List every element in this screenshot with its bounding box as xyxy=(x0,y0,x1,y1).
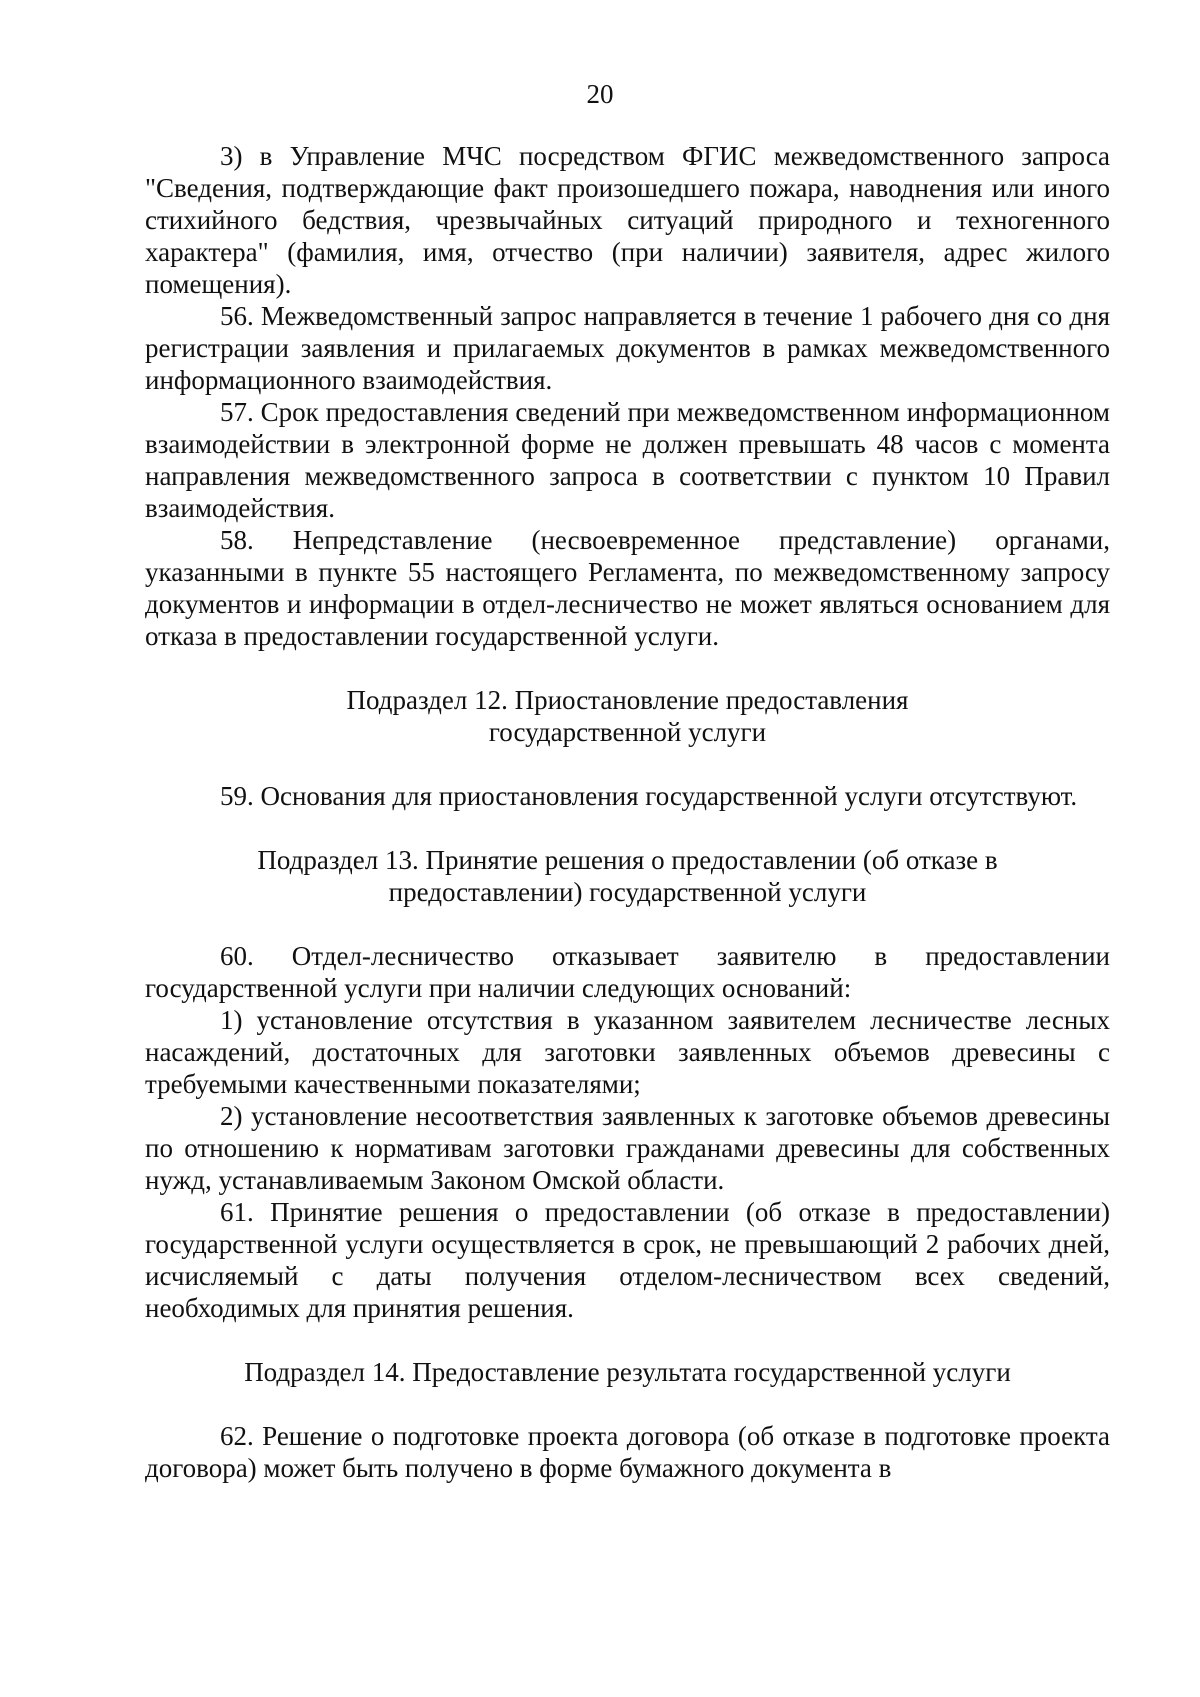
document-body xyxy=(145,140,1110,1484)
paragraph-mchs-request: 3) в Управление МЧС посредством ФГИС межведомственного запроса "Сведения, подтверждающие факт произошедшего пожара, наводнения или иного стихийного бедствия, чрезвычайных ситуаций природного и техногенного характера" (фамилия, имя, отчество (при наличии) заявителя, адрес жилого помещения). xyxy=(145,141,1110,299)
paragraph-60: 60. Отдел-лесничество отказывает заявителю в предоставлении государственной услуги при наличии следующих оснований: xyxy=(145,941,1110,1003)
paragraph-61: 61. Принятие решения о предоставлении (об отказе в предоставлении) государственной услуги осуществляется в срок, не превышающий 2 рабочих дней, исчисляемый с даты получения отделом-лесничеством всех сведений, необходимых для принятия решения. xyxy=(145,1197,1110,1323)
paragraph-56: 56. Межведомственный запрос направляется в течение 1 рабочего дня со дня регистрации заявления и прилагаемых документов в рамках межведомственного информационного взаимодействия. xyxy=(145,301,1110,395)
subsection-heading-14 xyxy=(145,1356,1110,1388)
paragraph-62: 62. Решение о подготовке проекта договора (об отказе в подготовке проекта договора) может быть получено в форме бумажного документа в xyxy=(145,1421,1110,1483)
subsection-heading-13-line-2: предоставлении) государственной услуги xyxy=(388,877,867,907)
paragraph-60-item-2: 2) установление несоответствия заявленных к заготовке объемов древесины по отношению к нормативам заготовки гражданами древесины для собственных нужд, устанавливаемым Законом Омской области. xyxy=(145,1101,1110,1195)
subsection-heading-12-line-2: государственной услуги xyxy=(488,717,767,747)
subsection-heading-13-line-1: Подраздел 13. Принятие решения о предоставлении (об отказе в xyxy=(257,845,998,875)
subsection-heading-12 xyxy=(145,684,1110,748)
subsection-heading-12-line-1: Подраздел 12. Приостановление предоставления xyxy=(346,685,909,715)
paragraph-60-item-1: 1) установление отсутствия в указанном заявителем лесничестве лесных насаждений, достаточных для заготовки заявленных объемов древесины с требуемыми качественными показателями; xyxy=(145,1005,1110,1099)
paragraph-59: 59. Основания для приостановления государственной услуги отсутствуют. xyxy=(220,781,1078,811)
paragraph-58: 58. Непредставление (несвоевременное представление) органами, указанными в пункте 55 настоящего Регламента, по межведомственному запросу документов и информации в отдел-лесничество не может являться основанием для отказа в предоставлении государственной услуги. xyxy=(145,525,1110,651)
subsection-heading-14-line-1: Подраздел 14. Предоставление результата государственной услуги xyxy=(244,1357,1011,1387)
subsection-heading-13 xyxy=(145,844,1110,908)
page-number: 20 xyxy=(586,79,614,109)
paragraph-57: 57. Срок предоставления сведений при межведомственном информационном взаимодействии в электронной форме не должен превышать 48 часов с момента направления межведомственного запроса в соответствии с пунктом 10 Правил взаимодействия. xyxy=(145,397,1110,523)
